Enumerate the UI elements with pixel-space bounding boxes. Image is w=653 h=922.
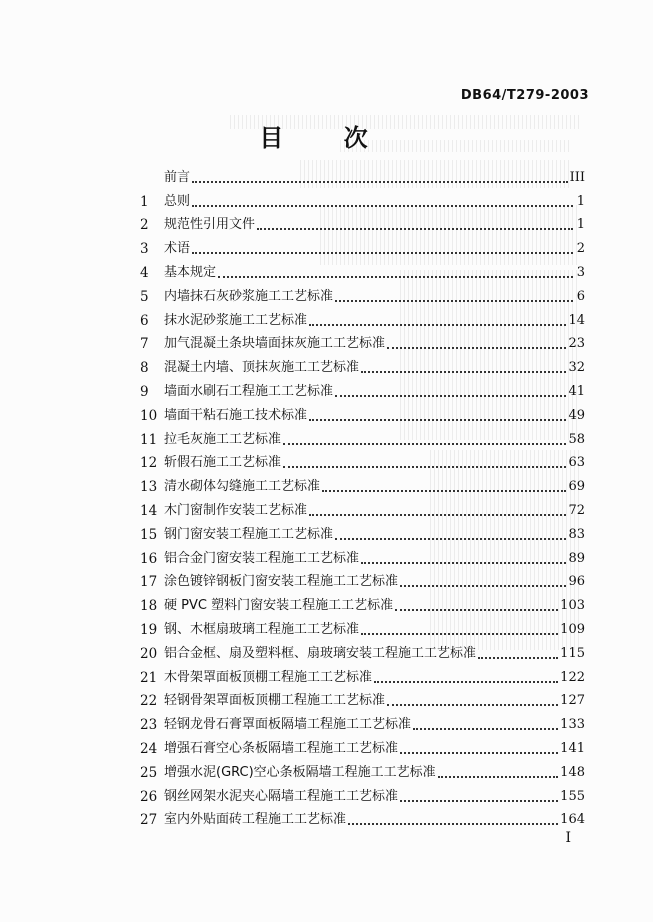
toc-entry-page: 14 [568,312,585,328]
toc-entry-page: 96 [568,574,585,590]
dot-leader [361,633,558,635]
toc-entry-page: 155 [560,788,585,804]
toc-entry-number: 16 [140,550,158,567]
toc-entry[interactable] [140,807,585,831]
toc-entry-page: 58 [568,431,585,447]
toc-entry-number: 25 [140,764,158,781]
toc-entry-number: 8 [140,360,149,377]
dot-leader [374,681,558,683]
toc-entry-number: 11 [140,431,158,448]
toc-entry-page: 63 [568,455,585,471]
toc-entry-number: 9 [140,383,149,400]
toc-entry-number: 3 [140,241,149,258]
toc-entry-page: 23 [568,336,585,352]
dot-leader [335,395,566,397]
toc-entry[interactable] [140,259,585,283]
toc-entry[interactable] [140,331,585,355]
toc-entry-title: 墙面水刷石工程施工工艺标准 [164,383,334,399]
toc-entry[interactable] [140,283,585,307]
toc-entry-page: 164 [560,812,585,828]
toc-entry-title: 斩假石施工工艺标准 [164,455,282,471]
toc-entry[interactable] [140,592,585,616]
toc-entry-number: 15 [140,526,158,543]
toc-entry[interactable] [140,378,585,402]
toc-entry-title: 钢丝网架水泥夹心隔墙工程施工工艺标准 [164,788,399,804]
dot-leader [348,823,558,825]
toc-entry-number: 13 [140,479,158,496]
toc-entry-number: 27 [140,812,158,829]
toc-entry-title: 铝合金门窗安装工程施工工艺标准 [164,550,360,566]
toc-entry-number: 20 [140,645,158,662]
toc-entry-number: 23 [140,717,158,734]
dot-leader [283,443,566,445]
dot-leader [413,728,558,730]
toc-entry-title: 钢、木框扇玻璃工程施工工艺标准 [164,621,360,637]
toc-entry-number: 5 [140,288,149,305]
dot-leader [478,657,558,659]
dot-leader [387,347,566,349]
dot-leader [309,324,566,326]
toc-entry[interactable] [140,545,585,569]
toc-entry-page: III [569,169,585,185]
toc-entry-page: 49 [568,407,585,423]
toc-entry-page: 41 [568,383,585,399]
toc-entry-title: 术语 [164,241,191,257]
dot-leader [361,562,566,564]
toc-entry-title: 总则 [164,193,191,209]
toc-entry-number: 14 [140,502,158,519]
toc-entry-page: 83 [568,526,585,542]
toc-entry[interactable] [140,521,585,545]
toc-entry-page: 1 [576,217,585,233]
toc-entry[interactable] [140,569,585,593]
dot-leader [322,490,566,492]
toc-entry-title: 抹水泥砂浆施工工艺标准 [164,312,308,328]
toc-entry-title: 木门窗制作安装工艺标准 [164,502,308,518]
toc-entry-page: 115 [560,645,585,661]
toc-entry[interactable] [140,473,585,497]
dot-leader [218,276,573,278]
toc-entry-title: 规范性引用文件 [164,217,256,233]
toc-entry-title: 加气混凝土条块墙面抹灰施工工艺标准 [164,336,386,352]
toc-title: 目 次 [259,124,394,152]
toc-entry[interactable] [140,450,585,474]
dot-leader [257,228,573,230]
toc-entry[interactable] [140,235,585,259]
toc-entry[interactable] [140,688,585,712]
toc-entry-number: 2 [140,217,149,234]
toc-entry-page: 109 [560,621,585,637]
toc-entry-number: 19 [140,621,158,638]
dot-leader [309,419,566,421]
dot-leader [438,776,558,778]
dot-leader [192,205,573,207]
dot-leader [400,585,566,587]
toc-entry-page: 72 [568,502,585,518]
toc-entry-page: 3 [576,264,585,280]
toc-entry-title: 清水砌体勾缝施工工艺标准 [164,479,321,495]
toc-entry-number: 4 [140,264,149,281]
toc-entry-page: 2 [576,241,585,257]
dot-leader [335,300,573,302]
toc-entry[interactable] [140,188,585,212]
table-of-contents [140,164,585,830]
toc-entry-page: 122 [560,669,585,685]
dot-leader [387,704,558,706]
toc-entry-title: 墙面干粘石施工技术标准 [164,407,308,423]
toc-entry-title: 涂色镀锌钢板门窗安装工程施工工艺标准 [164,574,399,590]
toc-entry-title: 铝合金框、扇及塑料框、扇玻璃安装工程施工工艺标准 [164,645,477,661]
dot-leader [400,752,558,754]
page-number: I [565,830,571,846]
toc-entry[interactable] [140,497,585,521]
dot-leader [283,466,566,468]
toc-entry-page: 89 [568,550,585,566]
toc-entry-page: 141 [560,740,585,756]
toc-entry[interactable] [140,354,585,378]
document-id: DB64/T279-2003 [460,88,589,103]
toc-entry[interactable] [140,402,585,426]
toc-entry[interactable] [140,664,585,688]
toc-entry-page: 6 [576,288,585,304]
toc-entry-number: 26 [140,788,158,805]
toc-entry-title: 前言 [164,169,191,185]
toc-entry[interactable] [140,735,585,759]
dot-leader [309,514,566,516]
toc-entry[interactable] [140,616,585,640]
toc-entry-number: 12 [140,455,158,472]
toc-entry[interactable] [140,212,585,236]
toc-entry-number: 24 [140,740,158,757]
toc-entry-title: 增强水泥(GRC)空心条板隔墙工程施工工艺标准 [164,764,436,780]
toc-entry-title: 钢门窗安装工程施工工艺标准 [164,526,334,542]
dot-leader [192,252,573,254]
toc-entry-page: 1 [576,193,585,209]
toc-entry-number: 10 [140,407,158,424]
toc-entry-title: 硬 PVC 塑料门窗安装工程施工工艺标准 [164,598,394,614]
toc-entry-number: 17 [140,574,158,591]
dot-leader [335,538,566,540]
toc-entry-number: 6 [140,312,149,329]
toc-entry[interactable] [140,640,585,664]
toc-entry-title: 增强石膏空心条板隔墙工程施工工艺标准 [164,740,399,756]
toc-entry-number: 1 [140,193,149,210]
dot-leader [361,371,566,373]
toc-entry-number: 18 [140,598,158,615]
toc-entry-title: 轻钢龙骨石膏罩面板隔墙工程施工工艺标准 [164,717,412,733]
toc-entry-title: 混凝土内墙、顶抹灰施工工艺标准 [164,360,360,376]
toc-entry[interactable] [140,164,585,188]
toc-entry-page: 127 [560,693,585,709]
toc-entry-page: 148 [560,764,585,780]
dot-leader [400,800,558,802]
toc-entry-title: 轻钢骨架罩面板顶棚工程施工工艺标准 [164,693,386,709]
toc-entry-title: 室内外贴面砖工程施工工艺标准 [164,812,347,828]
toc-entry-page: 32 [568,360,585,376]
toc-entry-number: 7 [140,336,149,353]
toc-entry[interactable] [140,759,585,783]
dot-leader [395,609,558,611]
toc-entry-title: 基本规定 [164,264,217,280]
toc-entry-page: 69 [568,479,585,495]
toc-entry-number: 21 [140,669,158,686]
toc-entry-title: 拉毛灰施工工艺标准 [164,431,282,447]
dot-leader [192,181,568,183]
toc-entry[interactable] [140,783,585,807]
toc-entry[interactable] [140,307,585,331]
toc-entry-number: 22 [140,693,158,710]
toc-entry-page: 133 [560,717,585,733]
toc-entry-page: 103 [560,598,585,614]
toc-entry[interactable] [140,426,585,450]
toc-entry-title: 木骨架罩面板顶棚工程施工工艺标准 [164,669,373,685]
toc-entry[interactable] [140,711,585,735]
toc-entry-title: 内墙抹石灰砂浆施工工艺标准 [164,288,334,304]
